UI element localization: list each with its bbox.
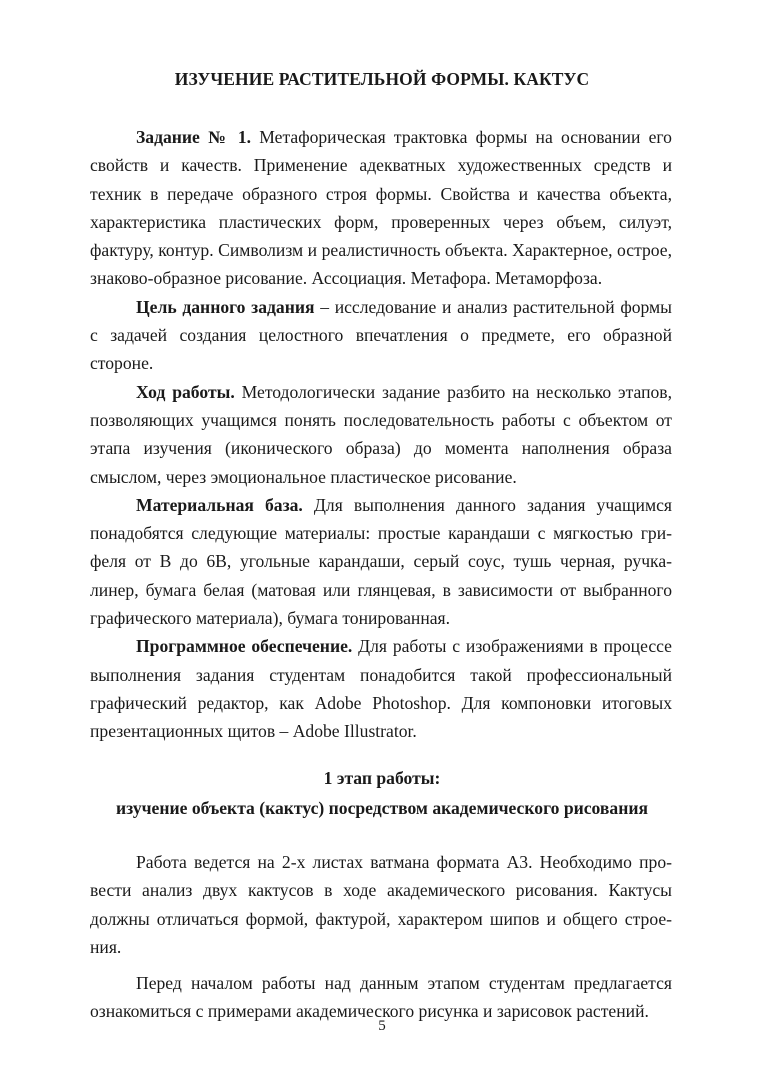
paragraph-stage-2: Перед началом работы над данным этапом студентам предлагается ознакомиться с примерами академического рисунка и зарисовок растений. <box>90 973 672 1022</box>
paragraph-materials <box>90 491 672 632</box>
task-description <box>90 123 672 746</box>
paragraph-goal <box>90 293 672 378</box>
paragraph-stage-1: Работа ведется на 2-х листах ватмана формата А3. Необходимо провести анализ двух кактусов в ходе академического рисования. Кактусы должны отличаться формой, фактурой, характером шипов и общего строения. <box>90 852 672 957</box>
section-subheading: изучение объекта (кактус) посредством академического рисования <box>115 798 648 818</box>
paragraph-lead: Ход работы. <box>136 381 235 402</box>
paragraph-task <box>90 123 672 293</box>
paragraph-text: Для работы с изображениями в процессе выполнения задания студентам понадобится такой профессиональный графический редактор, как Adobe Photoshop. Для компоновки итоговых презентационных щитов – Adobe Illustrator. <box>90 636 672 742</box>
paragraph-text: Методологически задание разбито на несколько этапов, позволяющих учащимся понять последовательность работы с объектом от этапа изучения (иконического образа) до момента наполнения образа смыслом, через эмоциональное пластическое рисование. <box>90 381 672 487</box>
stage-description <box>90 848 672 1026</box>
paragraph-text: Метафорическая трактовка формы на основании его свойств и качеств. Применение адекватных художественных средств и техник в передаче образного строя формы. Свойства и качества объекта, характеристика пластических форм, проверенных через объем, силуэт, фактуру, контур. Символизм и реалистичность объекта. Характерное, острое, знаково-образное рисование. Ассоциация. Метафора. Метаморфоза. <box>90 127 672 289</box>
paragraph-text: Для выполнения данного задания учащимся понадобятся следующие материалы: простые карандаши с мягкостью грифеля от В до 6В, угольные карандаши, серый соус, тушь черная, ручка-линер, бумага белая (матовая или глянцевая, в зависимости от выбранного графического материала), бумага тонированная. <box>90 494 672 629</box>
page-title: ИЗУЧЕНИЕ РАСТИТЕЛЬНОЙ ФОРМЫ. КАКТУС <box>174 69 590 89</box>
section-heading-stage: 1 этап работы: <box>323 768 441 788</box>
paragraph-lead: Материальная база. <box>136 494 303 515</box>
paragraph-lead: Программное обеспечение. <box>136 636 353 657</box>
paragraph-lead: Цель данного задания <box>136 296 315 317</box>
paragraph-software <box>90 632 672 745</box>
paragraph-workflow <box>90 378 672 491</box>
page-number: 5 <box>378 1018 386 1034</box>
paragraph-lead: Задание № 1. <box>136 127 252 147</box>
paragraph-text: – исследование и анализ растительной формы с задачей создания целостного впечатления о предмете, его образной стороне. <box>90 296 673 374</box>
